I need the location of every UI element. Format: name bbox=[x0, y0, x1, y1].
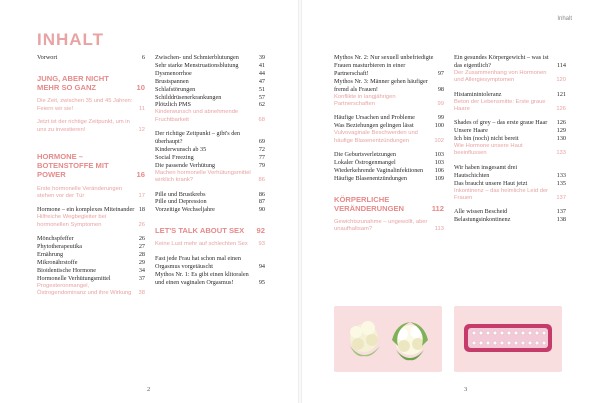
toc-entry bbox=[37, 275, 145, 283]
toc-section bbox=[334, 219, 444, 234]
toc-entry bbox=[334, 114, 444, 122]
toc-entry-title: Machen hormonelle Verhütungsmittel wirklich krank? bbox=[155, 169, 251, 184]
cauliflower-illustration bbox=[334, 306, 442, 372]
toc-column-1 bbox=[37, 54, 145, 303]
toc-entry bbox=[155, 101, 265, 109]
toc-entry-title: Hormone – ein komplexes Miteinander bbox=[37, 206, 135, 214]
toc-entry-title: Mythos Nr. 2: Nur sexuell unbefriedigte Frauen masturbieren in einer Partnerschaft! bbox=[334, 54, 434, 77]
toc-entry-page: 37 bbox=[138, 274, 145, 282]
toc-entry bbox=[334, 167, 444, 175]
toc-entry-title: Plötzlich PMS bbox=[155, 101, 191, 109]
toc-entry-title: Kinderwunsch ab 35 bbox=[155, 145, 207, 153]
toc-section bbox=[37, 119, 145, 134]
toc-entry-page: 99 bbox=[437, 100, 444, 107]
toc-entry bbox=[334, 175, 444, 183]
toc-entry-title: Die Geburtsverletzungen bbox=[334, 150, 397, 158]
toc-entry-page: 90 bbox=[258, 206, 265, 214]
toc-entry-page: 47 bbox=[258, 77, 265, 85]
toc-entry-title: Beton der Lebensmitte: Erste graue Haare bbox=[454, 98, 546, 112]
toc-entry-title: Histaminintoleranz bbox=[454, 90, 502, 98]
toc-entry-page: 29 bbox=[138, 258, 145, 266]
toc-entry bbox=[334, 159, 444, 167]
toc-entry-page: 77 bbox=[258, 153, 265, 161]
toc-entry-page: 93 bbox=[258, 241, 265, 248]
toc-section bbox=[37, 98, 145, 113]
toc-entry bbox=[155, 146, 265, 154]
left-page bbox=[0, 0, 296, 403]
page-number: 2 bbox=[147, 386, 151, 393]
toc-entry-title: Das braucht unsere Haut jetzt bbox=[454, 179, 528, 187]
toc-chapter bbox=[37, 74, 145, 92]
toc-entry-page: 51 bbox=[258, 85, 265, 93]
toc-entry-page: 103 bbox=[434, 158, 444, 166]
toc-entry-title: Inkontinenz – das heimliche Leid der Frauen bbox=[454, 187, 549, 201]
toc-entry bbox=[454, 135, 566, 143]
toc-entry-page: 57 bbox=[258, 93, 265, 101]
book-gutter bbox=[298, 0, 302, 403]
toc-entry-title: Schlafstörungen bbox=[155, 85, 196, 93]
toc-entry-title: Gewichtszunahme – ungewollt, aber unaufhaltsam? bbox=[334, 219, 428, 233]
toc-entry-title: Pille und Brustkrebs bbox=[155, 190, 206, 198]
page-title: INHALT bbox=[37, 30, 105, 49]
toc-chapter bbox=[334, 195, 444, 213]
toc-entry-title: Keine Lust mehr auf schlechten Sex bbox=[155, 241, 248, 248]
toc-entry-title: Brustspannen bbox=[155, 77, 189, 85]
toc-entry-title: Schilddrüsenerkrankungen bbox=[155, 93, 222, 101]
toc-entry bbox=[454, 91, 566, 99]
toc-entry bbox=[454, 216, 566, 224]
toc-entry-page: 68 bbox=[258, 116, 265, 123]
toc-entry bbox=[454, 164, 566, 180]
toc-entry-page: 27 bbox=[138, 242, 145, 250]
toc-entry-page: 39 bbox=[258, 54, 265, 61]
toc-section bbox=[454, 143, 566, 158]
toc-entry-page: 41 bbox=[258, 61, 265, 69]
toc-entry-title: Vorwort bbox=[37, 54, 58, 61]
toc-entry-page: 135 bbox=[556, 179, 566, 187]
toc-entry-title: Häufige Blasenentzündungen bbox=[334, 174, 408, 182]
toc-entry bbox=[454, 119, 566, 127]
toc-entry-title: Ein gesundes Körpergewicht – was ist das eigentlich? bbox=[454, 54, 549, 69]
toc-entry-title: Fast jede Frau hat schon mal einen Orgasmus vorgetäuscht bbox=[155, 254, 241, 270]
toc-entry-title: Hilfreiche Wegbegleiter bei hormonellen Symptomen bbox=[37, 214, 107, 228]
pill-pack-icon bbox=[464, 324, 552, 352]
toc-section bbox=[454, 70, 566, 85]
toc-entry-title: Sehr starke Menstruationsblutung bbox=[155, 61, 239, 69]
toc-column-2 bbox=[155, 54, 265, 286]
toc-entry bbox=[334, 78, 444, 94]
toc-entry bbox=[454, 180, 566, 188]
toc-entry-title: Phytotherapeutika bbox=[37, 242, 83, 250]
toc-entry bbox=[155, 86, 265, 94]
toc-entry-page: 99 bbox=[437, 114, 444, 122]
toc-entry bbox=[454, 208, 566, 216]
toc-entry-page: 69 bbox=[258, 138, 265, 146]
toc-entry-title: Der richtige Zeitpunkt – gibt's den überhaupt? bbox=[155, 130, 241, 146]
toc-entry-title: Konflikte in langjährigen Partnerschaften bbox=[334, 93, 396, 107]
toc-entry bbox=[37, 259, 145, 267]
toc-section bbox=[155, 109, 265, 124]
toc-entry-page: 28 bbox=[138, 250, 145, 258]
toc-column-2 bbox=[454, 54, 566, 224]
toc-entry-page: 12 bbox=[138, 126, 145, 133]
toc-entry-page: 113 bbox=[434, 226, 444, 233]
toc-entry bbox=[334, 151, 444, 159]
toc-entry-title: Wir haben insgesamt drei Hautschichten bbox=[454, 163, 518, 179]
toc-entry bbox=[155, 206, 265, 214]
toc-entry-title: LET'S TALK ABOUT SEX bbox=[155, 226, 245, 236]
page-number: 3 bbox=[464, 386, 468, 393]
toc-entry bbox=[155, 78, 265, 86]
toc-entry-page: 44 bbox=[258, 69, 265, 77]
section-gap bbox=[334, 183, 444, 195]
toc-section bbox=[155, 241, 265, 248]
toc-entry-title: Die Zeit, zwischen 35 und 45 Jahren: Feiern wir sie! bbox=[37, 98, 133, 112]
toc-entry-title: Ernährung bbox=[37, 250, 64, 258]
toc-entry bbox=[37, 243, 145, 251]
toc-entry-title: Progesteronmangel, Östrogendominanz und ihre Wirkung bbox=[37, 282, 132, 296]
toc-entry-page: 102 bbox=[434, 137, 444, 144]
toc-entry-title: Was Beziehungen gelingen lässt bbox=[334, 122, 414, 130]
toc-entry bbox=[334, 54, 444, 78]
cauliflower-icon bbox=[350, 321, 428, 360]
toc-entry-page: 62 bbox=[258, 101, 265, 109]
toc-entry-page: 114 bbox=[556, 61, 566, 69]
toc-entry-title: Shades of grey – das erste graue Haar bbox=[454, 119, 548, 127]
running-head: Inhalt bbox=[557, 16, 572, 22]
toc-entry-title: Ich bin (noch) nicht bereit bbox=[454, 135, 519, 143]
toc-entry-title: Pille und Depression bbox=[155, 198, 207, 206]
toc-entry-page: 98 bbox=[437, 85, 444, 93]
toc-entry-title: Mythos Nr. 3: Männer gehen häufiger fremd als Frauen! bbox=[334, 77, 428, 93]
toc-entry-page: 11 bbox=[138, 105, 145, 112]
toc-entry-title: Vulvovaginale Beschwerden und häufige Blasenentzündungen bbox=[334, 130, 418, 144]
section-gap bbox=[37, 140, 145, 152]
toc-entry bbox=[155, 70, 265, 78]
toc-entry-page: 120 bbox=[556, 77, 566, 84]
toc-entry bbox=[155, 130, 265, 146]
toc-entry-title: KÖRPERLICHE VERÄNDERUNGEN bbox=[334, 194, 405, 213]
toc-entry-page: 138 bbox=[556, 216, 566, 224]
right-page bbox=[304, 0, 600, 403]
toc-entry-page: 38 bbox=[138, 289, 145, 296]
toc-entry-title: JUNG, ABER NICHT MEHR SO GANZ bbox=[37, 73, 109, 93]
toc-section bbox=[37, 283, 145, 298]
pill-pack-illustration bbox=[454, 306, 562, 372]
toc-entry-page: 133 bbox=[556, 150, 566, 157]
toc-section bbox=[334, 94, 444, 109]
toc-entry-page: 106 bbox=[434, 166, 444, 174]
toc-entry-page: 92 bbox=[256, 226, 265, 236]
toc-entry-title: Lokaler Östrogenmangel bbox=[334, 158, 396, 166]
toc-entry-title: Häufige Ursachen und Probleme bbox=[334, 114, 415, 122]
toc-chapter bbox=[155, 226, 265, 235]
toc-entry-page: 112 bbox=[431, 203, 444, 213]
toc-entry-page: 126 bbox=[556, 119, 566, 127]
section-gap bbox=[37, 62, 145, 74]
toc-entry-title: Kinderwunsch und abnehmende Fruchtbarkeit bbox=[155, 109, 239, 123]
toc-entry-title: Wiederkehrende Vaginalinfektionen bbox=[334, 166, 424, 174]
section-gap bbox=[334, 234, 444, 240]
toc-entry-page: 34 bbox=[138, 266, 145, 274]
toc-entry-title: Zwischen- und Schmierblutungen bbox=[155, 54, 239, 61]
toc-entry bbox=[155, 54, 265, 62]
toc-entry-page: 100 bbox=[434, 122, 444, 130]
toc-entry-title: Erste hormonelle Veränderungen stehen vor der Tür bbox=[37, 185, 123, 199]
toc-entry bbox=[454, 54, 566, 70]
toc-entry bbox=[37, 235, 145, 243]
toc-entry-page: 6 bbox=[141, 54, 145, 61]
toc-entry-page: 137 bbox=[556, 208, 566, 216]
toc-entry-title: Dysmenorrhoe bbox=[155, 69, 192, 77]
toc-column-1 bbox=[334, 54, 444, 240]
toc-entry bbox=[155, 191, 265, 199]
toc-entry-title: Mönchspfeffer bbox=[37, 235, 74, 243]
toc-entry-page: 26 bbox=[138, 235, 145, 243]
toc-entry-page: 97 bbox=[437, 69, 444, 77]
toc-entry-title: Hormonelle Verhütungsmittel bbox=[37, 274, 111, 282]
toc-entry-page: 103 bbox=[434, 150, 444, 158]
toc-entry-title: Wie Hormone unsere Haut beeinflussen bbox=[454, 143, 523, 157]
toc-entry-page: 121 bbox=[556, 90, 566, 98]
toc-entry-page: 133 bbox=[556, 171, 566, 179]
toc-entry bbox=[454, 127, 566, 135]
toc-entry-page: 137 bbox=[556, 195, 566, 201]
toc-entry bbox=[155, 62, 265, 70]
toc-entry-title: HORMONE – BOTENSTOFFE MIT POWER bbox=[37, 151, 109, 180]
toc-section bbox=[37, 186, 145, 201]
toc-entry-title: Social Freezing bbox=[155, 153, 194, 161]
toc-entry-page: 16 bbox=[136, 170, 145, 180]
toc-entry-page: 109 bbox=[434, 174, 444, 182]
toc-entry-page: 87 bbox=[258, 198, 265, 206]
toc-section bbox=[37, 214, 145, 229]
toc-entry-title: Bioidentische Hormone bbox=[37, 266, 96, 274]
toc-entry-title: Jetzt ist der richtige Zeitpunkt, um in uns zu investieren! bbox=[37, 119, 130, 133]
toc-entry-title: Der Zusammenhang von Hormonen und Allergiesymptomen bbox=[454, 69, 547, 84]
toc-section bbox=[155, 170, 265, 185]
section-gap bbox=[155, 214, 265, 226]
toc-entry bbox=[37, 54, 145, 62]
toc-entry-title: Unsere Haare bbox=[454, 127, 488, 135]
toc-section bbox=[454, 188, 566, 203]
toc-entry-page: 10 bbox=[136, 83, 145, 93]
toc-entry-page: 79 bbox=[258, 161, 265, 169]
toc-entry bbox=[155, 162, 265, 170]
toc-entry bbox=[37, 267, 145, 275]
toc-entry-title: Die passende Verhütung bbox=[155, 161, 216, 169]
toc-entry-title: Belastungsinkontinenz bbox=[454, 216, 511, 224]
toc-entry-title: Mythos Nr. 1: Es gibt einen klitoralen und einen vaginalen Orgasmus! bbox=[155, 270, 249, 286]
toc-entry bbox=[155, 154, 265, 162]
toc-entry-page: 129 bbox=[556, 127, 566, 135]
toc-entry bbox=[155, 198, 265, 206]
toc-entry-page: 95 bbox=[258, 278, 265, 286]
toc-entry bbox=[37, 251, 145, 259]
toc-entry-page: 26 bbox=[138, 221, 145, 228]
toc-entry bbox=[155, 94, 265, 102]
toc-entry-page: 86 bbox=[258, 177, 265, 184]
toc-chapter bbox=[37, 152, 145, 180]
toc-entry-page: 17 bbox=[138, 192, 145, 199]
toc-entry-page: 72 bbox=[258, 145, 265, 153]
toc-entry-page: 86 bbox=[258, 190, 265, 198]
toc-entry-page: 18 bbox=[138, 206, 145, 214]
toc-entry bbox=[37, 206, 145, 214]
toc-entry bbox=[155, 255, 265, 271]
toc-entry bbox=[334, 122, 444, 130]
toc-entry-title: Alle wissen Bescheid bbox=[454, 208, 508, 216]
toc-section bbox=[454, 99, 566, 114]
toc-entry-title: Mikronährstoffe bbox=[37, 258, 78, 266]
toc-entry bbox=[155, 271, 265, 287]
toc-entry-page: 126 bbox=[556, 105, 566, 112]
toc-section bbox=[334, 130, 444, 145]
toc-entry-page: 94 bbox=[258, 262, 265, 270]
toc-entry-page: 130 bbox=[556, 135, 566, 143]
toc-entry-title: Vorzeitige Wechseljahre bbox=[155, 206, 215, 214]
section-gap bbox=[37, 297, 145, 303]
